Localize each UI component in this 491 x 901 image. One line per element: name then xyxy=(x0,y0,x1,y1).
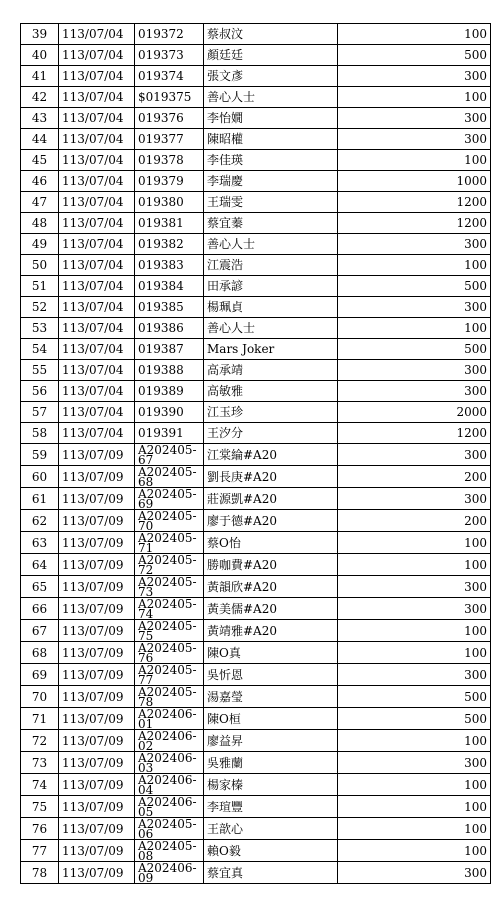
table-row xyxy=(21,276,491,297)
receipt-number-cell: A202406-09 xyxy=(135,862,204,884)
row-index-cell: 54 xyxy=(21,339,59,360)
date-cell: 113/07/09 xyxy=(59,532,135,554)
table-row xyxy=(21,381,491,402)
date-cell: 113/07/04 xyxy=(59,297,135,318)
date-cell: 113/07/09 xyxy=(59,466,135,488)
table-row xyxy=(21,171,491,192)
date-cell: 113/07/09 xyxy=(59,730,135,752)
table-row xyxy=(21,297,491,318)
row-index-cell: 59 xyxy=(21,444,59,466)
donor-name-cell: 蔡宜蓁 xyxy=(204,213,338,234)
date-cell: 113/07/09 xyxy=(59,444,135,466)
row-index-cell: 49 xyxy=(21,234,59,255)
receipt-number-cell: 019381 xyxy=(135,213,204,234)
row-index-cell: 39 xyxy=(21,24,59,45)
date-cell: 113/07/04 xyxy=(59,108,135,129)
row-index-cell: 60 xyxy=(21,466,59,488)
donor-name-cell: 顏廷廷 xyxy=(204,45,338,66)
table-row xyxy=(21,576,491,598)
receipt-number-cell: 019373 xyxy=(135,45,204,66)
row-index-cell: 56 xyxy=(21,381,59,402)
donor-name-cell: 善心人士 xyxy=(204,318,338,339)
table-row xyxy=(21,664,491,686)
donor-name-cell: 莊源凱#A20 xyxy=(204,488,338,510)
receipt-number-cell: A202405-69 xyxy=(135,488,204,510)
row-index-cell: 52 xyxy=(21,297,59,318)
receipt-number-cell: A202405-72 xyxy=(135,554,204,576)
date-cell: 113/07/09 xyxy=(59,774,135,796)
date-cell: 113/07/04 xyxy=(59,45,135,66)
amount-cell: 300 xyxy=(338,66,491,87)
receipt-number-cell: 019380 xyxy=(135,192,204,213)
receipt-number-cell: A202405-06 xyxy=(135,818,204,840)
receipt-number-cell: A202405-76 xyxy=(135,642,204,664)
row-index-cell: 58 xyxy=(21,423,59,444)
date-cell: 113/07/09 xyxy=(59,620,135,642)
receipt-number-cell: A202406-04 xyxy=(135,774,204,796)
receipt-number-cell: A202405-75 xyxy=(135,620,204,642)
receipt-number-cell: A202405-67 xyxy=(135,444,204,466)
table-row xyxy=(21,255,491,276)
receipt-number-cell: A202406-02 xyxy=(135,730,204,752)
date-cell: 113/07/04 xyxy=(59,360,135,381)
date-cell: 113/07/09 xyxy=(59,686,135,708)
row-index-cell: 44 xyxy=(21,129,59,150)
donor-name-cell: 勝咖費#A20 xyxy=(204,554,338,576)
amount-cell: 100 xyxy=(338,318,491,339)
date-cell: 113/07/09 xyxy=(59,598,135,620)
amount-cell: 300 xyxy=(338,234,491,255)
amount-cell: 300 xyxy=(338,576,491,598)
date-cell: 113/07/04 xyxy=(59,381,135,402)
receipt-number-cell: 019379 xyxy=(135,171,204,192)
row-index-cell: 43 xyxy=(21,108,59,129)
receipt-number-cell: A202406-05 xyxy=(135,796,204,818)
amount-cell: 100 xyxy=(338,255,491,276)
amount-cell: 100 xyxy=(338,642,491,664)
donor-name-cell: 楊家榛 xyxy=(204,774,338,796)
amount-cell: 300 xyxy=(338,862,491,884)
table-row xyxy=(21,423,491,444)
row-index-cell: 66 xyxy=(21,598,59,620)
date-cell: 113/07/04 xyxy=(59,402,135,423)
table-row xyxy=(21,686,491,708)
donor-name-cell: 陳O真 xyxy=(204,642,338,664)
donor-name-cell: 劉長庚#A20 xyxy=(204,466,338,488)
date-cell: 113/07/04 xyxy=(59,192,135,213)
donor-name-cell: 李瑄豐 xyxy=(204,796,338,818)
row-index-cell: 55 xyxy=(21,360,59,381)
table-row xyxy=(21,598,491,620)
table-row xyxy=(21,774,491,796)
receipt-number-cell: A202405-08 xyxy=(135,840,204,862)
amount-cell: 100 xyxy=(338,150,491,171)
receipt-number-cell: 019390 xyxy=(135,402,204,423)
date-cell: 113/07/04 xyxy=(59,276,135,297)
receipt-number-cell: 019383 xyxy=(135,255,204,276)
amount-cell: 300 xyxy=(338,598,491,620)
receipt-number-cell: A202405-78 xyxy=(135,686,204,708)
receipt-number-cell: A202406-03 xyxy=(135,752,204,774)
receipt-number-cell: A202405-73 xyxy=(135,576,204,598)
row-index-cell: 62 xyxy=(21,510,59,532)
date-cell: 113/07/09 xyxy=(59,818,135,840)
donor-name-cell: 善心人士 xyxy=(204,234,338,255)
amount-cell: 100 xyxy=(338,796,491,818)
receipt-number-cell: 019372 xyxy=(135,24,204,45)
table-row xyxy=(21,360,491,381)
donor-name-cell: 江玉珍 xyxy=(204,402,338,423)
row-index-cell: 47 xyxy=(21,192,59,213)
row-index-cell: 68 xyxy=(21,642,59,664)
donor-name-cell: 湯嘉瑩 xyxy=(204,686,338,708)
row-index-cell: 77 xyxy=(21,840,59,862)
date-cell: 113/07/09 xyxy=(59,708,135,730)
donor-name-cell: 李瑞慶 xyxy=(204,171,338,192)
table-row xyxy=(21,24,491,45)
amount-cell: 300 xyxy=(338,381,491,402)
table-row xyxy=(21,620,491,642)
table-row xyxy=(21,488,491,510)
receipt-number-cell: 019382 xyxy=(135,234,204,255)
amount-cell: 2000 xyxy=(338,402,491,423)
amount-cell: 300 xyxy=(338,444,491,466)
amount-cell: 300 xyxy=(338,752,491,774)
receipt-number-cell: 019377 xyxy=(135,129,204,150)
row-index-cell: 71 xyxy=(21,708,59,730)
donation-table xyxy=(20,23,491,884)
table-row xyxy=(21,466,491,488)
amount-cell: 100 xyxy=(338,87,491,108)
donor-name-cell: 陳昭權 xyxy=(204,129,338,150)
date-cell: 113/07/09 xyxy=(59,840,135,862)
amount-cell: 500 xyxy=(338,686,491,708)
table-row xyxy=(21,818,491,840)
amount-cell: 200 xyxy=(338,466,491,488)
row-index-cell: 42 xyxy=(21,87,59,108)
receipt-number-cell: 019384 xyxy=(135,276,204,297)
table-row xyxy=(21,213,491,234)
row-index-cell: 41 xyxy=(21,66,59,87)
donor-name-cell: 廖于德#A20 xyxy=(204,510,338,532)
table-row xyxy=(21,402,491,423)
receipt-number-cell: A202405-68 xyxy=(135,466,204,488)
table-row xyxy=(21,532,491,554)
row-index-cell: 50 xyxy=(21,255,59,276)
donor-name-cell: 田承諺 xyxy=(204,276,338,297)
donor-name-cell: 高敏雅 xyxy=(204,381,338,402)
receipt-number-cell: A202405-71 xyxy=(135,532,204,554)
date-cell: 113/07/09 xyxy=(59,510,135,532)
row-index-cell: 64 xyxy=(21,554,59,576)
row-index-cell: 78 xyxy=(21,862,59,884)
receipt-number-cell: 019374 xyxy=(135,66,204,87)
receipt-number-cell: A202405-77 xyxy=(135,664,204,686)
amount-cell: 300 xyxy=(338,297,491,318)
receipt-number-cell: 019391 xyxy=(135,423,204,444)
row-index-cell: 45 xyxy=(21,150,59,171)
amount-cell: 1200 xyxy=(338,192,491,213)
donor-name-cell: 黃韻欣#A20 xyxy=(204,576,338,598)
table-row xyxy=(21,840,491,862)
date-cell: 113/07/04 xyxy=(59,24,135,45)
row-index-cell: 48 xyxy=(21,213,59,234)
date-cell: 113/07/09 xyxy=(59,488,135,510)
row-index-cell: 67 xyxy=(21,620,59,642)
amount-cell: 100 xyxy=(338,774,491,796)
table-row xyxy=(21,234,491,255)
table-row xyxy=(21,510,491,532)
donation-table-body xyxy=(21,24,491,884)
table-row xyxy=(21,66,491,87)
amount-cell: 1200 xyxy=(338,423,491,444)
date-cell: 113/07/09 xyxy=(59,796,135,818)
row-index-cell: 72 xyxy=(21,730,59,752)
row-index-cell: 40 xyxy=(21,45,59,66)
donor-name-cell: 江震浩 xyxy=(204,255,338,276)
receipt-number-cell: 019389 xyxy=(135,381,204,402)
amount-cell: 100 xyxy=(338,730,491,752)
date-cell: 113/07/04 xyxy=(59,213,135,234)
date-cell: 113/07/04 xyxy=(59,87,135,108)
row-index-cell: 63 xyxy=(21,532,59,554)
receipt-number-cell: 019378 xyxy=(135,150,204,171)
donor-name-cell: 江棠綸#A20 xyxy=(204,444,338,466)
donor-name-cell: 吳忻恩 xyxy=(204,664,338,686)
donor-name-cell: 楊珮貞 xyxy=(204,297,338,318)
amount-cell: 500 xyxy=(338,339,491,360)
receipt-number-cell: A202406-01 xyxy=(135,708,204,730)
amount-cell: 200 xyxy=(338,510,491,532)
receipt-number-cell: 019388 xyxy=(135,360,204,381)
amount-cell: 300 xyxy=(338,108,491,129)
date-cell: 113/07/09 xyxy=(59,576,135,598)
date-cell: 113/07/04 xyxy=(59,339,135,360)
table-row xyxy=(21,642,491,664)
amount-cell: 500 xyxy=(338,276,491,297)
table-row xyxy=(21,87,491,108)
receipt-number-cell: 019386 xyxy=(135,318,204,339)
donor-name-cell: 張文彥 xyxy=(204,66,338,87)
table-row xyxy=(21,339,491,360)
amount-cell: 300 xyxy=(338,360,491,381)
receipt-number-cell: A202405-70 xyxy=(135,510,204,532)
date-cell: 113/07/09 xyxy=(59,862,135,884)
date-cell: 113/07/04 xyxy=(59,318,135,339)
receipt-number-cell: 019387 xyxy=(135,339,204,360)
amount-cell: 100 xyxy=(338,24,491,45)
amount-cell: 100 xyxy=(338,620,491,642)
donor-name-cell: 黃美儒#A20 xyxy=(204,598,338,620)
date-cell: 113/07/09 xyxy=(59,642,135,664)
donor-name-cell: 黃靖雅#A20 xyxy=(204,620,338,642)
table-row xyxy=(21,752,491,774)
donor-name-cell: 吳雅蘭 xyxy=(204,752,338,774)
table-row xyxy=(21,318,491,339)
row-index-cell: 61 xyxy=(21,488,59,510)
date-cell: 113/07/04 xyxy=(59,129,135,150)
receipt-number-cell: A202405-74 xyxy=(135,598,204,620)
donor-name-cell: 王歆心 xyxy=(204,818,338,840)
donor-name-cell: 王瑞雯 xyxy=(204,192,338,213)
row-index-cell: 76 xyxy=(21,818,59,840)
table-row xyxy=(21,108,491,129)
receipt-number-cell: $019375 xyxy=(135,87,204,108)
date-cell: 113/07/04 xyxy=(59,66,135,87)
amount-cell: 500 xyxy=(338,708,491,730)
table-row xyxy=(21,730,491,752)
donor-name-cell: 李佳瑛 xyxy=(204,150,338,171)
donor-name-cell: 善心人士 xyxy=(204,87,338,108)
amount-cell: 100 xyxy=(338,840,491,862)
table-row xyxy=(21,150,491,171)
donor-name-cell: 蔡叔汶 xyxy=(204,24,338,45)
table-row xyxy=(21,796,491,818)
date-cell: 113/07/04 xyxy=(59,150,135,171)
donor-name-cell: 廖益昇 xyxy=(204,730,338,752)
table-row xyxy=(21,862,491,884)
amount-cell: 300 xyxy=(338,488,491,510)
date-cell: 113/07/04 xyxy=(59,171,135,192)
row-index-cell: 73 xyxy=(21,752,59,774)
date-cell: 113/07/04 xyxy=(59,423,135,444)
row-index-cell: 53 xyxy=(21,318,59,339)
row-index-cell: 57 xyxy=(21,402,59,423)
row-index-cell: 69 xyxy=(21,664,59,686)
table-row xyxy=(21,554,491,576)
donor-name-cell: 陳O桓 xyxy=(204,708,338,730)
donor-name-cell: 王汐分 xyxy=(204,423,338,444)
date-cell: 113/07/09 xyxy=(59,554,135,576)
amount-cell: 1200 xyxy=(338,213,491,234)
row-index-cell: 70 xyxy=(21,686,59,708)
amount-cell: 1000 xyxy=(338,171,491,192)
row-index-cell: 74 xyxy=(21,774,59,796)
amount-cell: 100 xyxy=(338,818,491,840)
table-row xyxy=(21,444,491,466)
donor-name-cell: Mars Joker xyxy=(204,339,338,360)
amount-cell: 300 xyxy=(338,664,491,686)
amount-cell: 500 xyxy=(338,45,491,66)
row-index-cell: 46 xyxy=(21,171,59,192)
table-row xyxy=(21,129,491,150)
donor-name-cell: 蔡宜真 xyxy=(204,862,338,884)
date-cell: 113/07/04 xyxy=(59,234,135,255)
date-cell: 113/07/09 xyxy=(59,664,135,686)
date-cell: 113/07/09 xyxy=(59,752,135,774)
donor-name-cell: 蔡O怡 xyxy=(204,532,338,554)
donor-name-cell: 賴O毅 xyxy=(204,840,338,862)
date-cell: 113/07/04 xyxy=(59,255,135,276)
amount-cell: 300 xyxy=(338,129,491,150)
receipt-number-cell: 019385 xyxy=(135,297,204,318)
row-index-cell: 65 xyxy=(21,576,59,598)
amount-cell: 100 xyxy=(338,554,491,576)
table-row xyxy=(21,192,491,213)
row-index-cell: 75 xyxy=(21,796,59,818)
donor-name-cell: 李怡嫺 xyxy=(204,108,338,129)
receipt-number-cell: 019376 xyxy=(135,108,204,129)
table-row xyxy=(21,708,491,730)
table-row xyxy=(21,45,491,66)
amount-cell: 100 xyxy=(338,532,491,554)
donor-name-cell: 高承靖 xyxy=(204,360,338,381)
row-index-cell: 51 xyxy=(21,276,59,297)
